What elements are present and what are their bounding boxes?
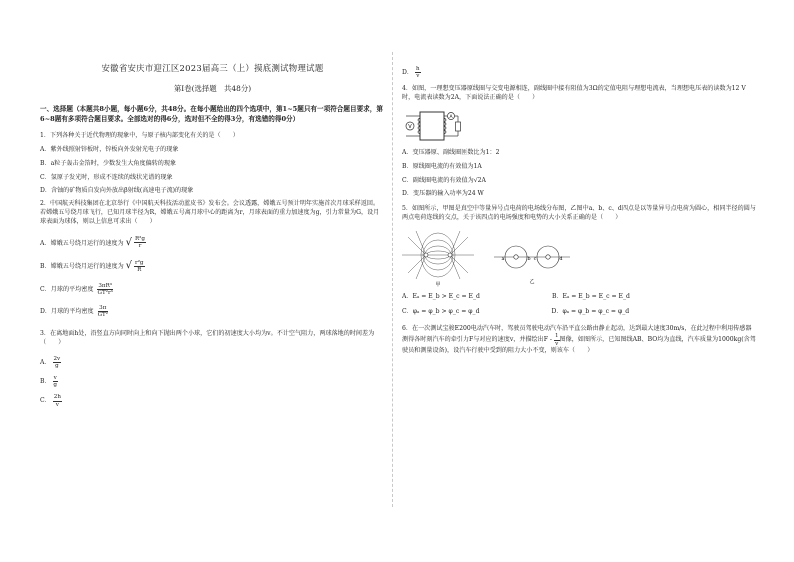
column-divider [392, 52, 393, 507]
fraction [53, 394, 62, 407]
question-3-option-d [402, 66, 757, 79]
positive-charge-icon [424, 253, 428, 257]
fraction-numerator: 2h [53, 394, 61, 401]
question-5-option-a: A．Eₐ = E_b > E_c = E_d [402, 292, 480, 300]
question-1-option-a: A．紫外线照射锌板时，锌板向外发射光电子的现象 [40, 145, 179, 153]
field-lines [402, 231, 474, 279]
question-5-figures [402, 227, 757, 287]
positive-charge-icon [514, 255, 518, 259]
question-2-stem: 2．中国航天科技集团在北京举行《中国航天科技活动蓝皮书》发布会。会议透露，嫦娥五号预计明年实施首次月球采样返回。若嫦娥五号绕月球飞行，已知月球半径为R，嫦娥五号离月球中心的距离为r，月球表面的重力加速度为g，引力常量为G，设月球表面为球体，则以上信息可求出（ ） [40, 200, 380, 225]
question-6-stem-part-1: 6．在一次测试宝骏E200电动汽车时，驾驶员驾驶电动汽车沿平直公路由静止起动，达到最大速度30m/s，在此过程中利用传感器测得各时刻汽车的牵引力F与对应的速度v，并描绘出F - [402, 324, 752, 344]
question-4-option-a: A．变压器原、副线圈匝数比为1：2 [402, 148, 500, 156]
part-heading: 第Ⅰ卷(选择题 共48分) [173, 84, 252, 94]
point-label-d: d [559, 255, 563, 262]
fraction-denominator: g [53, 382, 57, 389]
right-column [402, 60, 757, 356]
page-title: 安徽省安庆市迎江区2023届高三（上）摸底测试物理试题 [101, 63, 324, 73]
option-d-text: D．月球的平均密度 [40, 308, 94, 316]
negative-charge-icon [546, 255, 550, 259]
question-1-option-b: B．a粒子轰击金箔时，少数发生大角度偏转的现象 [40, 159, 177, 167]
question-5-option-b: B．Eₐ = E_b = E_c = E_d [551, 292, 630, 300]
fraction-denominator: GT²r³ [97, 289, 113, 296]
fraction-denominator: GT² [97, 312, 109, 319]
fraction-numerator: 3πR³ [98, 282, 113, 289]
fraction-numerator: r²g [135, 259, 144, 266]
field-lines-figure [402, 227, 474, 287]
question-3-option-a [40, 356, 385, 369]
section-intro: 一、选择题（本题共8小题，每小题6分，共48分。在每小题给出的四个选项中，第1~5题只有一项符合题目要求，第6~8题有多项符合题目要求。全部选对的得6分，选对但不全的得3分，有选错的得0分） [40, 104, 383, 124]
fraction-denominator: v [555, 340, 559, 347]
sqrt-symbol: √ [125, 260, 133, 272]
transformer-circuit-figure [402, 108, 462, 144]
question-3-option-c [40, 394, 385, 407]
question-2-option-a [40, 236, 385, 251]
point-label-b: b [527, 255, 531, 262]
option-a-text: A．嫦娥五号绕月运行的速度为 [40, 239, 124, 247]
fraction-denominator: r [138, 243, 142, 250]
question-5-options-row-1 [402, 293, 757, 302]
point-label-a: a [501, 255, 505, 262]
question-1-option-c: C．氢原子发光时，形成不连续的线状光谱的现象 [40, 173, 173, 181]
question-5-options-row-2 [402, 308, 757, 317]
figure-label-yi: 乙 [529, 278, 535, 285]
ammeter-label: A [449, 114, 453, 120]
question-3-option-b [40, 375, 385, 388]
fraction [97, 283, 113, 296]
question-6-stem [402, 325, 757, 356]
question-6-stem-part-2: 图像，如图所示，已知图线AB、BO均为直线，汽车质量为1000kg(含驾驶员和测量设备)，设汽车行驶中受到的阻力大小不变，则该车（ ） [402, 336, 756, 354]
fraction-denominator: R [137, 266, 142, 273]
option-d-text: D． [402, 69, 413, 77]
fraction-numerator: 2v [53, 355, 61, 362]
question-5-option-c: C．φₐ = φ_b > φ_c = φ_d [402, 307, 480, 315]
question-1-option-d: D．含铀的矿物质自发向外放出β射线(高速电子流)的现象 [40, 187, 194, 195]
fraction [134, 236, 146, 249]
fraction-denominator: g [55, 363, 59, 369]
left-column [40, 60, 385, 408]
points-figure [492, 237, 572, 287]
transformer-core [420, 112, 444, 140]
fraction [53, 356, 62, 369]
negative-charge-icon [448, 253, 452, 257]
question-4-stem: 4．如图，一理想变压器原线圈与交变电源相连，副线圈中接有阻值为3Ω的定值电阻与理想电流表，当理想电压表的读数为12 V时，电流表读数为2A，下面说法正确的是（ ） [402, 85, 746, 102]
fraction [415, 66, 421, 79]
point-label-c: c [533, 255, 537, 262]
fraction-denominator: v [416, 73, 420, 80]
option-b-text: B．嫦娥五号绕月运行的速度为 [40, 262, 124, 270]
option-b-text: B． [40, 378, 51, 386]
sqrt-symbol: √ [125, 236, 132, 248]
fraction-numerator: 1 [554, 333, 559, 340]
fraction [98, 305, 108, 318]
question-2-option-c [40, 283, 385, 296]
voltmeter-label: V [408, 123, 412, 130]
fraction-numerator: v [53, 375, 57, 382]
figure-label-jia: 甲 [435, 281, 441, 287]
fraction-numerator: h [415, 66, 420, 72]
question-5-stem: 5．如图所示，甲图是真空中等量异号点电荷的电场线分布图，乙图中a、b、c、d四点是以等量异号点电荷为圆心，相同半径的圆与两点电荷连线的交点，关于该四点的电场强度和电势的大小关系正确的是（ ） [402, 205, 756, 222]
resistor-icon [456, 122, 461, 131]
question-3-stem: 3．在离地面h处，沿竖直方向同时向上和向下抛出两个小球，它们的初速度大小均为v。不计空气阻力，两球落地的时间差为（ ） [40, 330, 375, 347]
option-a-text: A． [40, 359, 51, 366]
fraction [53, 375, 58, 388]
fraction-denominator: v [55, 401, 59, 408]
option-c-text: C．月球的平均密度 [40, 285, 94, 293]
fraction [134, 260, 145, 273]
question-2-option-b [40, 259, 385, 274]
question-4-option-c: C．副线圈电流的有效值为√2A [402, 176, 486, 184]
fraction-numerator: R²g [134, 236, 145, 243]
question-2-option-d [40, 305, 385, 318]
question-4-option-d: D．变压器的输入功率为24 W [402, 190, 484, 198]
fraction-numerator: 3π [99, 304, 107, 311]
question-4-option-b: B．原线圈电流的有效值为1A [402, 162, 482, 170]
question-5-option-d: D．φₐ = φ_b = φ_c = φ_d [551, 307, 630, 315]
option-c-text: C． [40, 397, 51, 405]
question-1-stem: 1．下列各种关于近代物理的现象中，与原子核内部变化有关的是（ ） [40, 132, 239, 140]
